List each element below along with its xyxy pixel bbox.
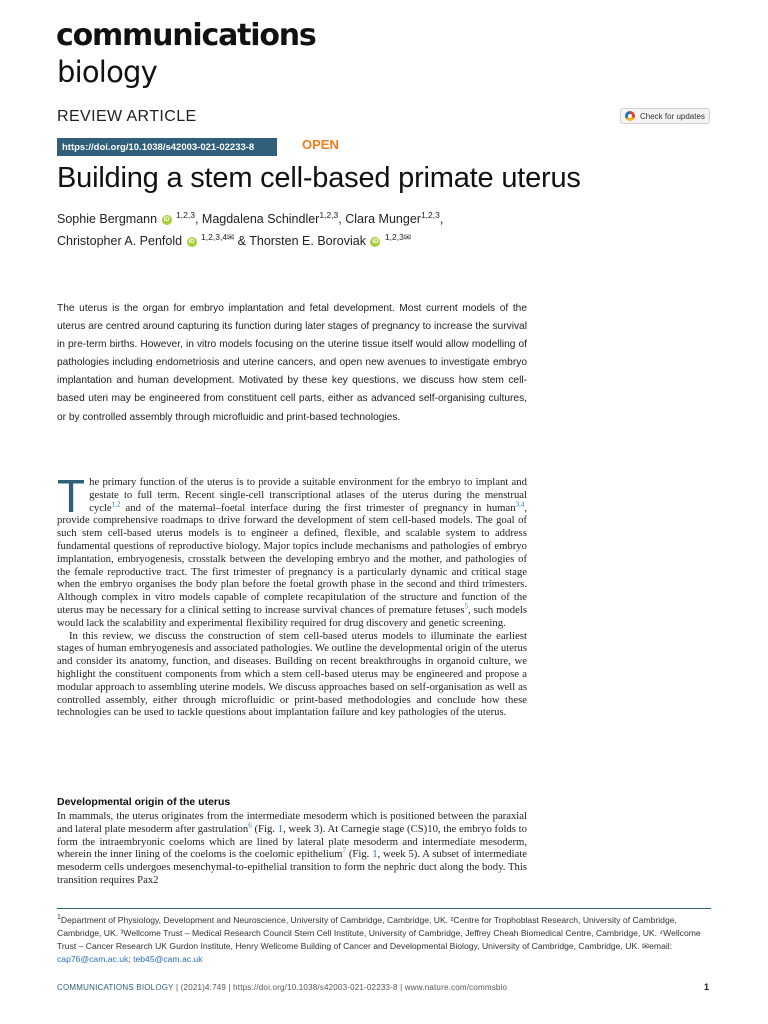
figure-link[interactable]: 1 <box>372 848 378 861</box>
section-text-e: , week 5). A subset of intermediate mesoderm cells undergoes mesenchymal-to-epithelial transition to form the nephric duct along the body. This transition requires Pax2 <box>57 848 527 886</box>
abstract: The uterus is the organ for embryo implantation and fetal development. Most current models of the uterus are centred around capturing its function during later stages of pregnancy to increase the survival in pre-term births. However, in vitro models focusing on the uterine tissue itself would allow modelling of pathologies including endometriosis and uterine cancers, and open new avenues to investigate embryo implantation and human development. Motivated by these key questions, we discuss how stem cell-based uteri may be engineered from constituent cell parts, either as advanced self-organising cultures, or by controlled assembly through microfluidic and print-based technologies. <box>57 303 527 423</box>
check-for-updates-button[interactable] <box>620 108 710 124</box>
footer-citation: | (2021)4:749 | https://doi.org/10.1038/s42003-021-02233-8 | www.nature.com/commsbio <box>173 983 508 992</box>
email-label: ✉email: <box>641 941 673 951</box>
section-text-a: In mammals, the uterus originates from the intermediate mesoderm which is positioned between the paraxial and lateral plate mesoderm after gastrulation <box>57 810 527 835</box>
intro-p1-a: he primary function of the uterus is to provide a suitable environment for the embryo to implant and gestate to full term. Recent single-cell transcriptional atlases of the uterus during the menstrual cycle <box>89 476 527 514</box>
page-footer <box>57 983 507 992</box>
journal-logo-line1: communications <box>56 18 316 53</box>
email-link[interactable]: teb45@cam.ac.uk <box>133 954 203 964</box>
author-name[interactable]: Sophie Bergmann <box>57 212 158 226</box>
crossmark-icon <box>625 111 635 121</box>
footer-journal[interactable]: COMMUNICATIONS BIOLOGY <box>57 983 174 992</box>
reference-link[interactable]: 1,2 <box>111 500 121 509</box>
intro-p1-b: and of the maternal–foetal interface during the first trimester of pregnancy in human <box>120 501 516 514</box>
author-list: Sophie Bergmann iD $^{1,2,3}$, Magdalena Schindler$^{1,2,3}$, Clara Munger$^{1,2,3}$, Christopher A. Penfold iD $^{1,2,3,4✉}$ & Thorsten E. Boroviak iD $^{1,2,3✉}$ <box>57 209 444 248</box>
author-name[interactable]: Clara Munger <box>345 212 421 226</box>
reference-link[interactable]: 5 <box>464 602 469 611</box>
affiliations-text: Department of Physiology, Development and Neuroscience, University of Cambridge, Cambridge, UK. ²Centre for Trophoblast Research, University of Cambridge, Cambridge, UK. ³Wellcome Trust – Medical Research Council Stem Cell Institute, University of Cambridge, Jeffrey Cheah Biomedical Centre, Cambridge, UK. ⁴Wellcome Trust – Cancer Research UK Gurdon Institute, Henry Wellcome Building of Cancer and Developmental Biology, University of Cambridge, Cambridge, UK. <box>57 915 701 951</box>
intro-p1-d: , such models would lack the scalability and experimental flexibility required for drug discovery and genetic screening. <box>57 603 527 629</box>
author-name[interactable]: Magdalena Schindler <box>201 212 320 226</box>
orcid-icon[interactable]: iD <box>372 238 379 245</box>
section-text-b: (Fig. <box>251 822 278 835</box>
intro-p1-c: , provide comprehensive roadmaps to drive forward the development of stem cell-based models. The goal of such stem cell-based uterus models is to engineer a defined, flexible, and scalable system to address fundamental questions of reproductive biology. Major topics include mechanisms and pathologies of embryo implantation, embryogenesis, crosstalk between the developing embryo and the mother, and pathologies of the female reproductive tract. The first trimester of pregnancy is a particularly dynamic and critical stage when the embryo organises the body plan before the foetal growth phase in the second and third trimesters. Although complex in vitro models capable of complete recapitulation of the structure and function of the uterus may be necessary for a clinical setting to increase survival chances of premature fetuses <box>57 501 527 616</box>
footnote-divider <box>57 908 711 909</box>
section-heading: Developmental origin of the uterus <box>57 796 231 808</box>
orcid-icon[interactable]: iD <box>188 238 195 245</box>
doi-link[interactable]: https://doi.org/10.1038/s42003-021-02233-8 <box>57 138 277 156</box>
open-access-badge: OPEN <box>302 137 339 152</box>
section-text <box>57 810 527 887</box>
page-number: 1 <box>704 982 710 992</box>
article-title: Building a stem cell-based primate uterus <box>57 162 581 194</box>
affiliations-footnote <box>57 914 711 966</box>
drop-cap: T <box>57 470 86 522</box>
intro-text <box>57 470 527 719</box>
orcid-icon[interactable]: iD <box>163 216 170 223</box>
author-affiliation: 1,2,3 <box>420 209 440 220</box>
figure-link[interactable]: 1 <box>277 822 284 835</box>
footnote-number: 1 <box>57 914 61 922</box>
author-affiliation: 1,2,3 <box>176 209 195 220</box>
author-affiliation: 1,2,3 <box>319 209 339 220</box>
email-separator: ; <box>128 954 134 964</box>
section-text-d: (Fig. <box>346 848 373 861</box>
journal-logo-line2: biology <box>57 55 157 89</box>
reference-link[interactable]: 3,4 <box>515 500 525 509</box>
author-affiliation: 1,2,3✉ <box>384 231 411 242</box>
check-for-updates-label: Check for updates <box>640 111 705 121</box>
section-text-c: , week 3). At Carnegie stage (CS)10, the embryo folds to form the intraembryonic coeloms which are lined by lateral plate mesoderm and intermediate mesoderm, wherein the inner lining of the coeloms is the coelomic epithelium <box>57 822 527 861</box>
reference-link[interactable]: 6 <box>248 821 252 830</box>
article-type: REVIEW ARTICLE <box>57 108 197 125</box>
author-name[interactable]: Christopher A. Penfold <box>57 234 183 248</box>
email-link[interactable]: cap76@cam.ac.uk <box>57 954 129 964</box>
author-affiliation: 1,2,3,4✉ <box>201 231 235 242</box>
reference-link[interactable]: 7 <box>342 846 346 855</box>
author-name[interactable]: Thorsten E. Boroviak <box>249 234 366 248</box>
intro-p2: In this review, we discuss the construction of stem cell-based uterus models to illuminate the earliest stages of human embryogenesis and associated pathologies. We outline the developmental origin of the uterus and consider its anatomy, function, and diseases. Building on recent breakthroughs in organoid culture, we highlight the constituent components from which a stem cell-based uterus may be engineered and propose a modular approach to assembling uterine models. We discuss approaches based on self-organisation as well as controlled assembly, either through microfluidic or print-based methodologies and conclude how these technologies can be used to tackle questions about implantation failure and key pathologies of the uterus. <box>57 629 527 719</box>
